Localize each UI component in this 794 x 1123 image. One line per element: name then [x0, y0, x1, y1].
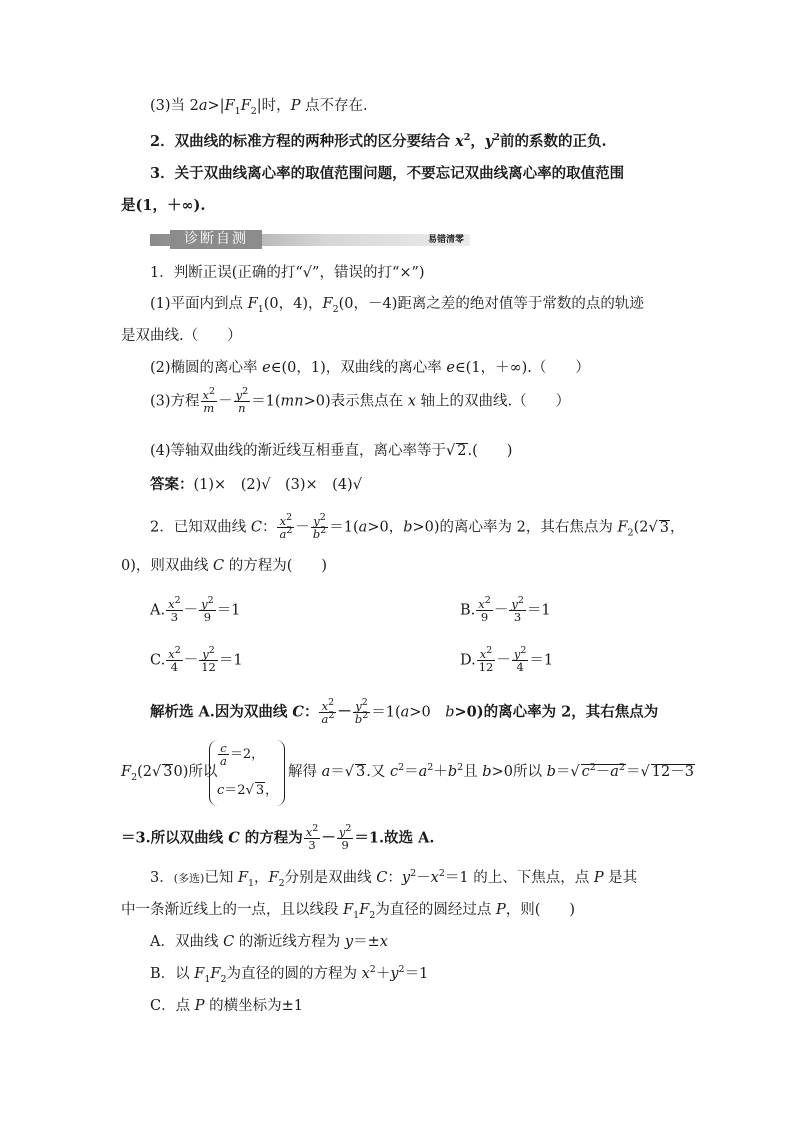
brace-right: [276, 740, 285, 806]
q2-stem-line1: 2．已知双曲线 C： $\frac{x^2}{a^2}$ － $\frac{y^2}{b^2}$ ＝1(a>0，b>0)的离心率为 2，其右焦点为 $F_2(2√$ 3，: [150, 512, 685, 541]
q1-answer: 答案：(1)× (2)√ (3)× (4)√: [150, 476, 362, 493]
note-point-3-line1: 3．关于双曲线离心率的取值范围问题，不要忘记双曲线离心率的取值范围: [150, 165, 625, 182]
fraction: $\frac{y^2}{n}$: [235, 386, 249, 415]
note-point-3-line2: 是(1，＋∞).: [121, 197, 206, 214]
note-point-2: 2．双曲线的标准方程的两种形式的区分要结合 $x^2$，$y^2$前的系数的正负.: [150, 132, 607, 150]
q2-option-d[interactable]: D. $\frac{x^2}{12}$ － $\frac{y^2}{4}$ ＝1: [460, 645, 554, 674]
q1-item-4: (4)等轴双曲线的渐近线互相垂直，离心率等于√ 2.( ): [150, 443, 513, 459]
q3-option-b[interactable]: B．以 $F_1F_2$为直径的圆的方程为 $x^2+y^2=1$: [150, 964, 429, 985]
q2-option-b[interactable]: B. $\frac{x^2}{9}$ － $\frac{y^2}{3}$ ＝1: [460, 595, 551, 624]
q2-option-c[interactable]: C. $\frac{x^2}{4}$ － $\frac{y^2}{12}$ ＝1: [150, 645, 243, 674]
banner-title: 诊断自测: [170, 230, 262, 249]
system-eq-2: c＝2√ 3，: [217, 783, 279, 798]
solution-line2-right: 解得 a＝√ 3.又 $c^2=a^2+b^2$且 b>0所以 b＝√ $c^2-a^2=√$ 12－3: [288, 762, 694, 780]
q3-stem-line1: 3．(多选)已知 $F_1$，$F_2$分别是双曲线 C：$y^2-x^2=1$ 的上、下焦点，点 P 是其: [150, 868, 638, 889]
system-eq-1: $\frac{c}{a}$ ＝2，: [220, 741, 265, 768]
fraction: $\frac{x^2}{a^2}$: [279, 512, 293, 541]
q1-item-3: (3)方程 $\frac{x^2}{m}$ － $\frac{y^2}{n}$ ＝1(mn>0)表示焦点在 x 轴上的双曲线.（ ）: [150, 386, 571, 415]
q1-item-1: (1)平面内到点 $F_1(0$，4)，$F_2(0$，－4)距离之差的绝对值等于常数的点的轨迹: [150, 296, 644, 315]
solution-line1: 解析选 A.因为双曲线 C： $\frac{x^2}{a^2}$ － $\frac{y^2}{b^2}$ ＝1(a>0 b>0)的离心率为 2，其右焦点为: [150, 697, 659, 726]
section-banner: [150, 230, 470, 249]
solution-line2-left: $F_2(2√$ 30)所以: [121, 764, 218, 783]
note-3: (3)当 $2a>|F_1F_2|$时，P 点不存在.: [150, 98, 368, 117]
q1-stem: 1．判断正误(正确的打“√”，错误的打“×”): [150, 265, 425, 281]
q1-item-1-line2: 是双曲线.（ ）: [121, 328, 242, 344]
q3-option-a[interactable]: A．双曲线 C 的渐近线方程为 y＝±x: [150, 934, 388, 950]
q3-stem-line2: 中一条渐近线上的一点，且以线段 $F_1F_2$为直径的圆经过点 P，则( ): [121, 902, 576, 921]
banner-subtitle: 易错清零: [427, 235, 464, 245]
q2-option-a[interactable]: A. $\frac{x^2}{3}$ － $\frac{y^2}{9}$ ＝1: [150, 595, 241, 624]
q3-option-c[interactable]: C．点 P 的横坐标为±1: [150, 998, 303, 1014]
solution-line3: ＝3.所以双曲线 C 的方程为 $\frac{x^2}{3}$ － $\frac{y^2}{9}$ ＝1.故选 A.: [121, 823, 435, 852]
fraction: $\frac{y^2}{b^2}$: [312, 512, 327, 541]
fraction: $\frac{x^2}{m}$: [202, 386, 216, 415]
q1-item-2: (2)椭圆的离心率 e∈(0，1)，双曲线的离心率 e∈(1，＋∞).（ ）: [150, 360, 590, 376]
q2-stem-line2: 0)，则双曲线 C 的方程为( ): [121, 558, 328, 574]
